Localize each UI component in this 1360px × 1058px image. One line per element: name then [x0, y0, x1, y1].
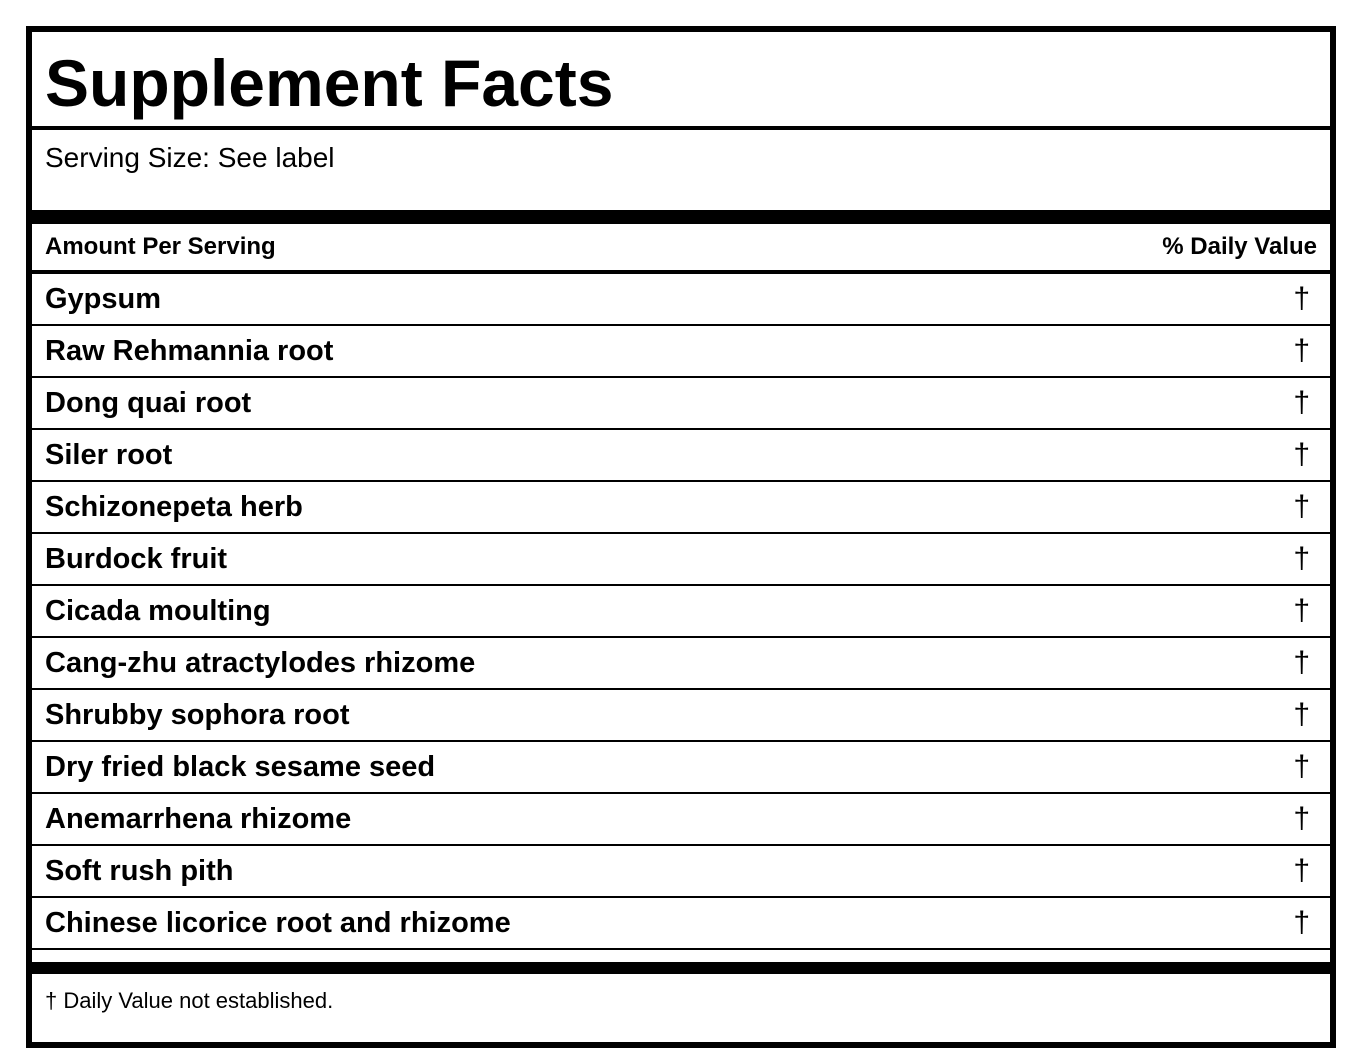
panel-title: Supplement Facts [32, 32, 1330, 130]
ingredient-row [32, 586, 1330, 638]
divider [32, 950, 1330, 974]
dagger-symbol: † [1293, 802, 1310, 835]
ingredient-name: Cicada moulting [45, 594, 271, 627]
dagger-symbol: † [1293, 854, 1310, 887]
ingredient-row [32, 326, 1330, 378]
footnote: † Daily Value not established. [45, 988, 334, 1013]
ingredient-name: Gypsum [45, 282, 162, 315]
ingredient-name: Schizonepeta herb [45, 490, 303, 523]
ingredient-name: Chinese licorice root and rhizome [45, 906, 511, 939]
dagger-symbol: † [1293, 594, 1310, 627]
ingredient-row [32, 794, 1330, 846]
ingredient-row [32, 846, 1330, 898]
dagger-symbol: † [1293, 490, 1310, 523]
ingredient-row [32, 274, 1330, 326]
ingredient-row [32, 638, 1330, 690]
dagger-symbol: † [1293, 542, 1310, 575]
ingredient-name: Cang-zhu atractylodes rhizome [45, 646, 476, 679]
dagger-symbol: † [1293, 646, 1310, 679]
ingredient-name: Siler root [45, 438, 173, 471]
ingredient-name: Burdock fruit [45, 542, 228, 575]
supplement-facts-panel [26, 26, 1336, 1048]
dagger-symbol: † [1293, 334, 1310, 367]
ingredient-row [32, 430, 1330, 482]
ingredient-name: Anemarrhena rhizome [45, 802, 352, 835]
dagger-symbol: † [1293, 386, 1310, 419]
dagger-symbol: † [1293, 698, 1310, 731]
ingredient-name: Shrubby sophora root [45, 698, 350, 731]
dagger-symbol: † [1293, 438, 1310, 471]
dagger-symbol: † [1293, 750, 1310, 783]
ingredient-name: Soft rush pith [45, 854, 234, 887]
ingredient-name: Raw Rehmannia root [45, 334, 334, 367]
ingredient-row [32, 742, 1330, 794]
ingredient-list [32, 274, 1330, 950]
table-header [32, 224, 1330, 274]
daily-value-header: % Daily Value [1162, 233, 1317, 260]
ingredient-row [32, 378, 1330, 430]
dagger-symbol: † [1293, 906, 1310, 939]
dagger-symbol: † [1293, 282, 1310, 315]
ingredient-row [32, 534, 1330, 586]
serving-size: Serving Size: See label [32, 130, 1330, 224]
ingredient-row [32, 690, 1330, 742]
ingredient-row [32, 898, 1330, 950]
amount-per-serving-header: Amount Per Serving [45, 233, 276, 260]
ingredient-name: Dry fried black sesame seed [45, 750, 436, 783]
ingredient-row [32, 482, 1330, 534]
ingredient-name: Dong quai root [45, 386, 252, 419]
